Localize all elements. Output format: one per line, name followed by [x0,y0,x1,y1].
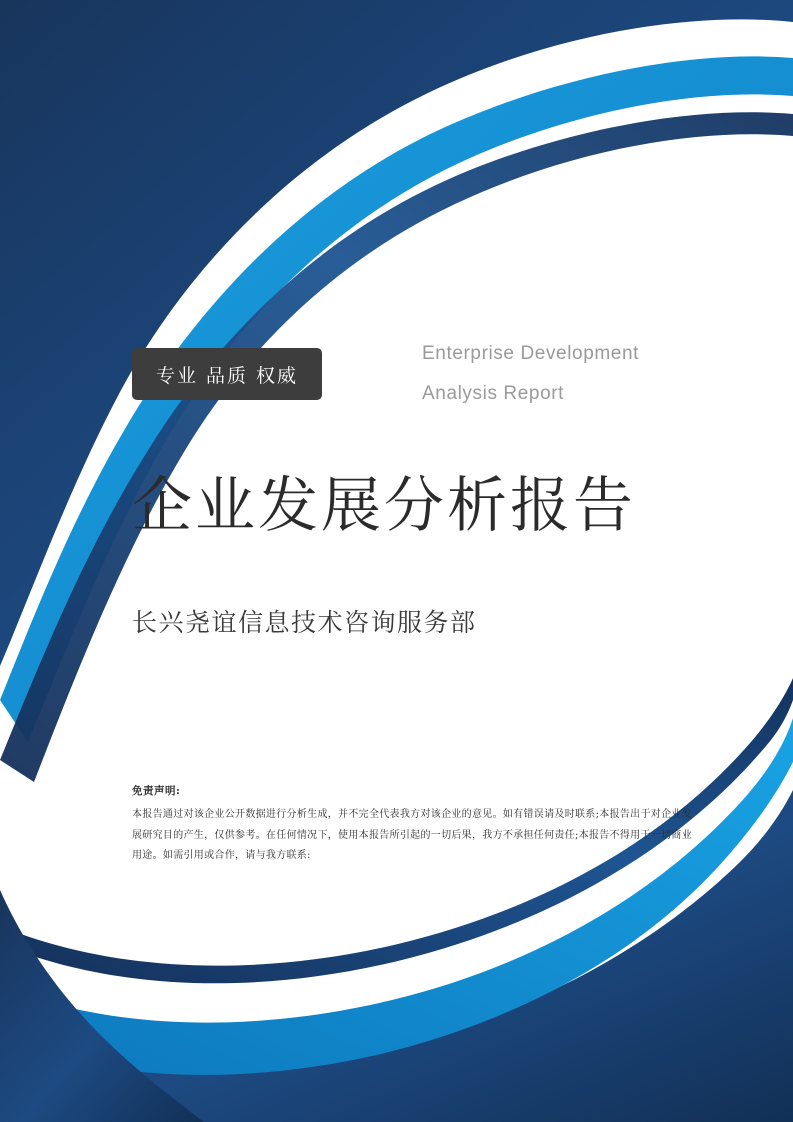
english-title-line1: Enterprise Development [422,343,640,364]
english-title-line2: Analysis Report [422,383,565,404]
quality-badge: 专业 品质 权威 [132,348,322,400]
page-title: 企业发展分析报告 [132,471,636,541]
disclaimer-body: 本报告通过对该企业公开数据进行分析生成，并不完全代表我方对该企业的意见。如有错误请及时联系;本报告出于对企业发展研究目的产生，仅供参考。在任何情况下，使用本报告所引起的一切后果，我方不承担任何责任;本报告不得用于一切商业用途。如需引用或合作，请与我方联系: [132,809,692,861]
disclaimer-block [132,783,692,867]
disclaimer-title: 免责声明: [132,785,181,797]
company-name: 长兴尧谊信息技术咨询服务部 [132,608,477,637]
